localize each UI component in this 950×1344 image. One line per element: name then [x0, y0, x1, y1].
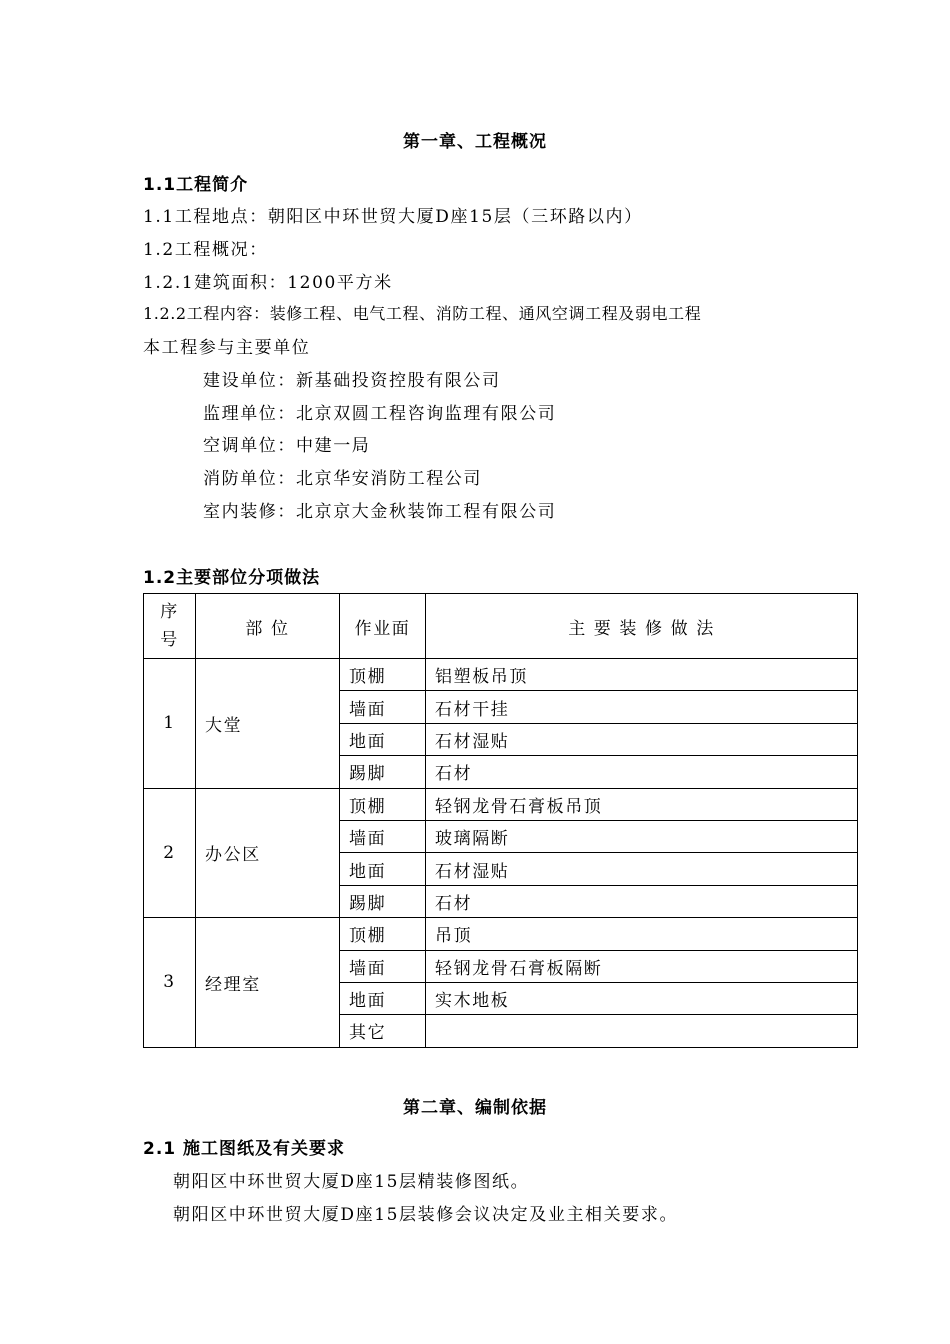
basis-item: 朝阳区中环世贸大厦D座15层精装修图纸。 — [173, 1172, 530, 1192]
table-row — [144, 788, 858, 820]
header-seq-line2: 号 — [160, 630, 179, 650]
participant-item: 室内装修：北京京大金秋装饰工程有限公司 — [203, 502, 557, 522]
participant-item: 监理单位：北京双圆工程咨询监理有限公司 — [203, 404, 557, 424]
section-2-1-heading: 2.1 施工图纸及有关要求 — [143, 1139, 346, 1159]
project-general: 1.2工程概况： — [143, 240, 268, 260]
row-method — [426, 1015, 858, 1047]
row-method: 石材 — [426, 885, 858, 917]
row-part: 办公区 — [196, 788, 340, 918]
chapter-2-title: 第二章、编制依据 — [403, 1098, 547, 1118]
table-row — [144, 918, 858, 950]
header-surface: 作业面 — [340, 594, 426, 659]
header-method: 主 要 装 修 做 法 — [426, 594, 858, 659]
works-table — [143, 593, 858, 1048]
row-method: 实木地板 — [426, 982, 858, 1014]
row-surface: 其它 — [340, 1015, 426, 1047]
participant-item: 空调单位：中建一局 — [203, 436, 371, 456]
row-seq: 3 — [144, 918, 196, 1048]
row-surface: 墙面 — [340, 691, 426, 723]
row-part: 经理室 — [196, 918, 340, 1048]
table-row — [144, 659, 858, 691]
row-part: 大堂 — [196, 659, 340, 789]
row-surface: 地面 — [340, 982, 426, 1014]
row-surface: 顶棚 — [340, 788, 426, 820]
row-surface: 墙面 — [340, 820, 426, 852]
row-surface: 踢脚 — [340, 885, 426, 917]
row-surface: 顶棚 — [340, 918, 426, 950]
chapter-1-title: 第一章、工程概况 — [403, 132, 547, 152]
section-1-2-heading: 1.2主要部位分项做法 — [143, 568, 321, 588]
header-part: 部 位 — [196, 594, 340, 659]
row-method: 轻钢龙骨石膏板隔断 — [426, 950, 858, 982]
row-surface: 踢脚 — [340, 756, 426, 788]
row-seq: 1 — [144, 659, 196, 789]
project-content: 1.2.2工程内容：装修工程、电气工程、消防工程、通风空调工程及弱电工程 — [143, 304, 702, 323]
participants-title: 本工程参与主要单位 — [143, 338, 311, 358]
participant-item: 建设单位：新基础投资控股有限公司 — [203, 371, 501, 391]
basis-item: 朝阳区中环世贸大厦D座15层装修会议决定及业主相关要求。 — [173, 1205, 679, 1225]
row-surface: 顶棚 — [340, 659, 426, 691]
row-method: 石材干挂 — [426, 691, 858, 723]
table-header-row — [144, 594, 858, 659]
row-method: 石材湿贴 — [426, 853, 858, 885]
row-method: 铝塑板吊顶 — [426, 659, 858, 691]
row-surface: 地面 — [340, 853, 426, 885]
row-method: 石材 — [426, 756, 858, 788]
header-seq-line1: 序 — [160, 602, 179, 622]
row-method: 玻璃隔断 — [426, 820, 858, 852]
row-method: 吊顶 — [426, 918, 858, 950]
section-1-1-heading: 1.1工程简介 — [143, 175, 249, 195]
row-method: 石材湿贴 — [426, 723, 858, 755]
row-seq: 2 — [144, 788, 196, 918]
row-surface: 地面 — [340, 723, 426, 755]
building-area: 1.2.1建筑面积：1200平方米 — [143, 273, 393, 293]
header-seq — [144, 594, 196, 659]
row-surface: 墙面 — [340, 950, 426, 982]
row-method: 轻钢龙骨石膏板吊顶 — [426, 788, 858, 820]
project-location: 1.1工程地点：朝阳区中环世贸大厦D座15层（三环路以内） — [143, 207, 643, 227]
participant-item: 消防单位：北京华安消防工程公司 — [203, 469, 482, 489]
